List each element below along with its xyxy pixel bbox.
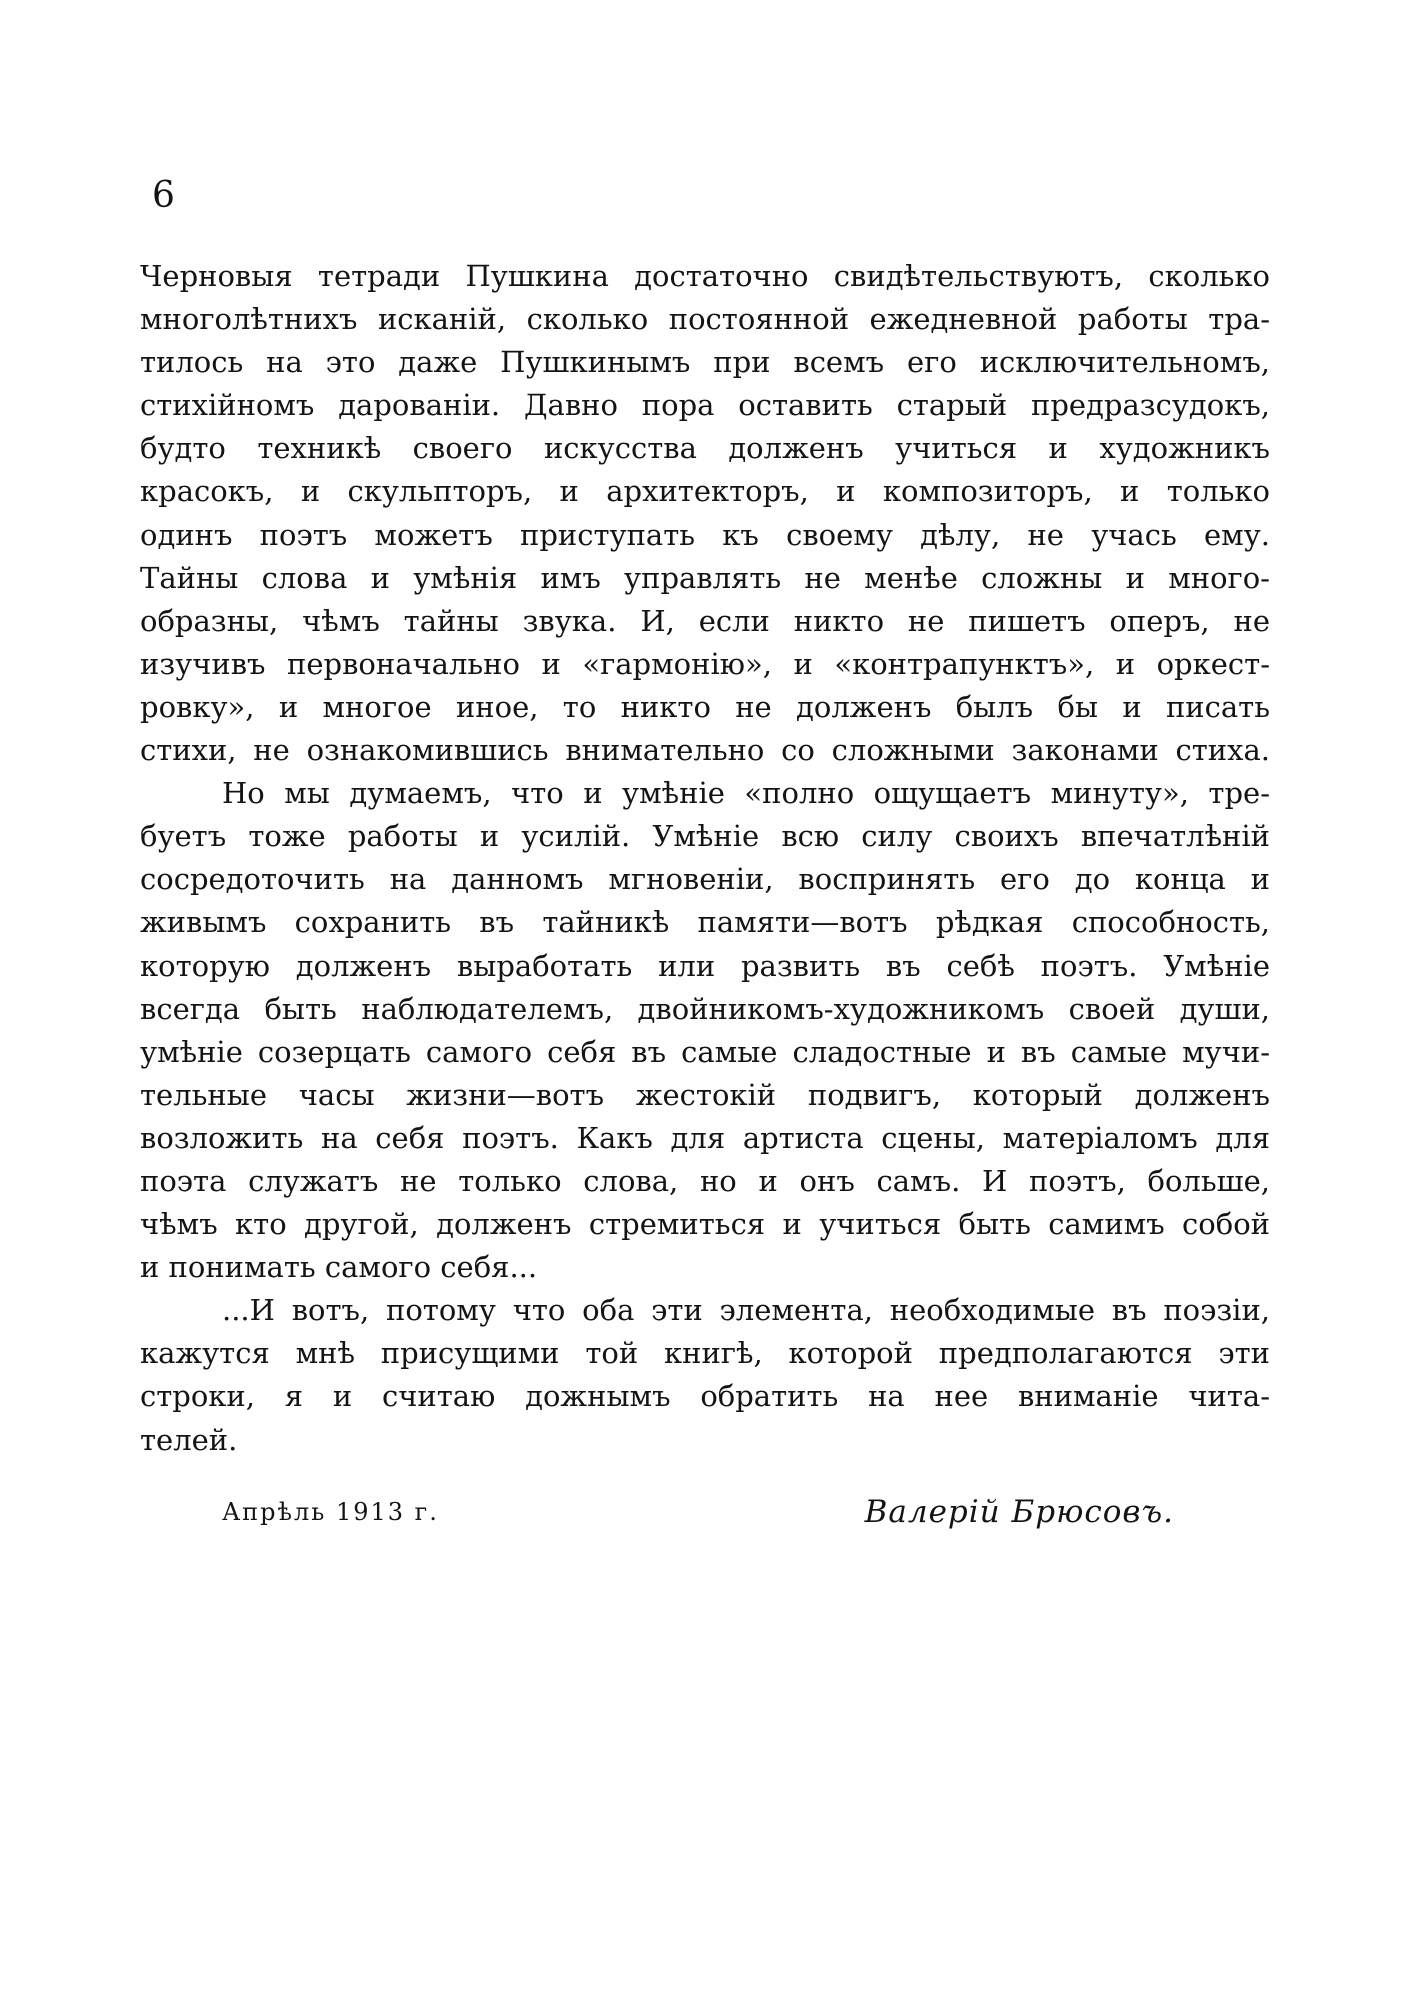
- text-line: телей.: [140, 1422, 238, 1457]
- text-line: чѣмъ кто другой, долженъ стремиться и учиться быть самимъ собой: [140, 1207, 1270, 1242]
- text-line: тельные часы жизни—вотъ жестокій подвигъ, который долженъ: [140, 1077, 1270, 1112]
- text-line: строки, я и считаю дожнымъ обратить на нее вниманіе чита-: [140, 1379, 1270, 1414]
- page-number: 6: [152, 175, 175, 216]
- body-text: [140, 255, 1270, 1462]
- text-line: ...И вотъ, потому что оба эти элемента, необходимые въ поэзіи,: [222, 1293, 1270, 1328]
- text-line: красокъ, и скульпторъ, и архитекторъ, и композиторъ, и только: [140, 474, 1270, 509]
- text-line: Тайны слова и умѣнія имъ управлять не менѣе сложны и много-: [140, 560, 1270, 595]
- date: Апрѣль 1913 г.: [222, 1498, 439, 1526]
- text-line: живымъ сохранить въ тайникѣ памяти—вотъ рѣдкая способность,: [140, 905, 1270, 940]
- text-line: стихи, не ознакомившись внимательно со сложными законами стиха.: [140, 733, 1270, 768]
- text-line: поэта служатъ не только слова, но и онъ самъ. И поэтъ, больше,: [140, 1163, 1270, 1198]
- text-line: будто техникѣ своего искусства долженъ учиться и художникъ: [140, 431, 1270, 466]
- text-line: многолѣтнихъ исканій, сколько постоянной ежедневной работы тра-: [140, 302, 1270, 337]
- text-line: всегда быть наблюдателемъ, двойникомъ-художникомъ своей души,: [140, 991, 1270, 1026]
- text-line: умѣніе созерцать самого себя въ самые сладостные и въ самые мучи-: [140, 1034, 1270, 1069]
- paragraph: [140, 255, 1270, 772]
- paragraph: [140, 772, 1270, 1289]
- text-line: Но мы думаемъ, что и умѣніе «полно ощущаетъ минуту», тре-: [222, 776, 1270, 811]
- text-line: возложить на себя поэтъ. Какъ для артиста сцены, матеріаломъ для: [140, 1120, 1270, 1155]
- text-line: образны, чѣмъ тайны звука. И, если никто не пишетъ оперъ, не: [140, 603, 1270, 638]
- text-line: кажутся мнѣ присущими той книгѣ, которой предполагаются эти: [140, 1336, 1270, 1371]
- text-line: изучивъ первоначально и «гармонію», и «контрапунктъ», и оркест-: [140, 646, 1270, 681]
- author-signature: Валерій Брюсовъ.: [864, 1494, 1174, 1530]
- text-line: сосредоточить на данномъ мгновеніи, воспринять его до конца и: [140, 862, 1270, 897]
- paragraph: [140, 1289, 1270, 1461]
- text-line: которую долженъ выработать или развить въ себѣ поэтъ. Умѣніе: [140, 948, 1270, 983]
- text-line: и понимать самого себя...: [140, 1250, 538, 1285]
- text-line: стихійномъ дарованіи. Давно пора оставить старый предразсудокъ,: [140, 388, 1270, 423]
- text-line: тилось на это даже Пушкинымъ при всемъ его исключительномъ,: [140, 345, 1270, 380]
- text-line: ровку», и многое иное, то никто не долженъ былъ бы и писать: [140, 689, 1270, 724]
- text-line: одинъ поэтъ можетъ приступать къ своему дѣлу, не учась ему.: [140, 517, 1270, 552]
- text-line: Черновыя тетради Пушкина достаточно свидѣтельствуютъ, сколько: [140, 259, 1270, 293]
- text-line: буетъ тоже работы и усилій. Умѣніе всю силу своихъ впечатлѣній: [140, 819, 1270, 854]
- page-footer: [0, 1494, 1404, 1548]
